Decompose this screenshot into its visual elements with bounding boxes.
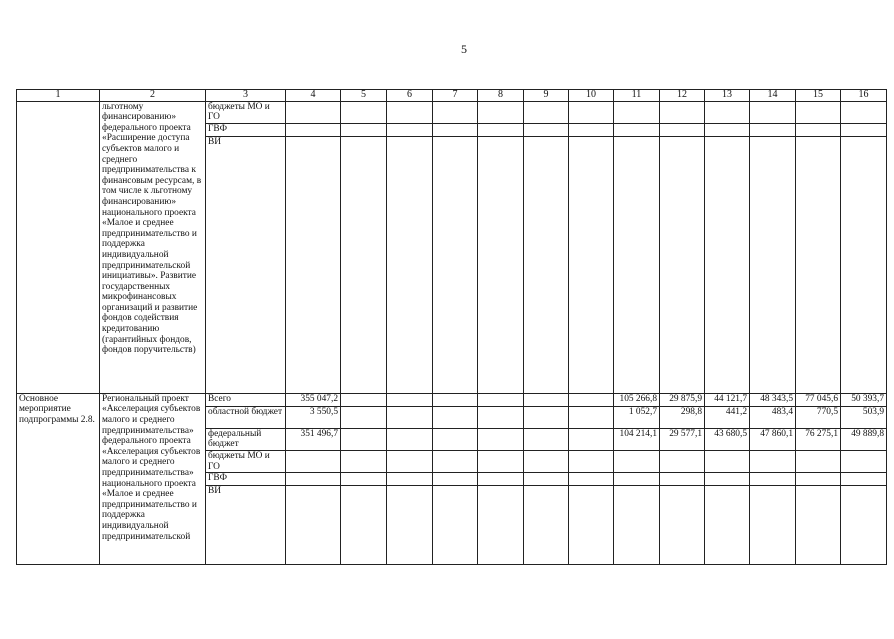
value-cell xyxy=(387,406,433,428)
value-cell xyxy=(569,486,614,565)
value-cell xyxy=(750,136,796,393)
value-cell xyxy=(705,473,750,486)
column-header: 7 xyxy=(433,90,478,102)
value-cell xyxy=(614,101,660,123)
funding-source-cell: ВИ xyxy=(206,486,286,565)
value-cell: 77 045,6 xyxy=(796,393,841,406)
column-header: 1 xyxy=(17,90,100,102)
value-cell: 298,8 xyxy=(660,406,705,428)
value-cell: 3 550,5 xyxy=(286,406,341,428)
value-cell xyxy=(387,428,433,450)
value-cell xyxy=(750,473,796,486)
value-cell xyxy=(705,450,750,472)
value-cell xyxy=(341,123,387,136)
funding-source-cell: бюджеты МО и ГО xyxy=(206,450,286,472)
value-cell xyxy=(750,101,796,123)
value-cell: 503,9 xyxy=(841,406,887,428)
value-cell xyxy=(524,393,569,406)
funding-source-cell: ВИ xyxy=(206,136,286,393)
value-cell xyxy=(705,123,750,136)
value-cell xyxy=(341,450,387,472)
value-cell xyxy=(569,101,614,123)
event-cell: Основное мероприятие подпрограммы 2.8. xyxy=(17,393,100,564)
value-cell: 29 875,9 xyxy=(660,393,705,406)
value-cell xyxy=(524,486,569,565)
column-header: 5 xyxy=(341,90,387,102)
value-cell xyxy=(387,101,433,123)
column-header: 6 xyxy=(387,90,433,102)
column-header: 14 xyxy=(750,90,796,102)
value-cell xyxy=(841,473,887,486)
value-cell xyxy=(433,473,478,486)
value-cell xyxy=(569,473,614,486)
funding-source-cell: бюджеты МО и ГО xyxy=(206,101,286,123)
value-cell xyxy=(750,450,796,472)
column-header: 12 xyxy=(660,90,705,102)
column-header: 16 xyxy=(841,90,887,102)
value-cell xyxy=(705,101,750,123)
value-cell xyxy=(841,123,887,136)
value-cell xyxy=(841,136,887,393)
value-cell xyxy=(341,473,387,486)
value-cell xyxy=(614,473,660,486)
value-cell xyxy=(841,486,887,565)
value-cell xyxy=(433,450,478,472)
project-cell: льготному финансированию» федерального проекта «Расширение доступа субъектов малого и среднего предпринимательства к финансовым ресурсам, в том числе к льготному финансированию» национального проекта «Малое и среднее предпринимательство и поддержка индивидуальной предпринимательской инициативы». Развитие государственных микрофинансовых организаций и развитие фондов содействия кредитованию (гарантийных фондов, фондов поручительств) xyxy=(100,101,206,393)
value-cell xyxy=(524,428,569,450)
funding-source-cell: федеральный бюджет xyxy=(206,428,286,450)
value-cell xyxy=(569,428,614,450)
value-cell xyxy=(614,486,660,565)
value-cell xyxy=(387,393,433,406)
value-cell xyxy=(569,450,614,472)
value-cell xyxy=(387,473,433,486)
value-cell xyxy=(478,123,524,136)
column-header: 4 xyxy=(286,90,341,102)
value-cell: 104 214,1 xyxy=(614,428,660,450)
value-cell xyxy=(569,123,614,136)
value-cell xyxy=(387,136,433,393)
value-cell xyxy=(433,406,478,428)
value-cell xyxy=(796,101,841,123)
value-cell xyxy=(433,136,478,393)
value-cell: 1 052,7 xyxy=(614,406,660,428)
table-row xyxy=(17,101,887,123)
value-cell xyxy=(387,486,433,565)
column-header: 3 xyxy=(206,90,286,102)
value-cell xyxy=(569,136,614,393)
value-cell xyxy=(705,136,750,393)
column-header: 15 xyxy=(796,90,841,102)
value-cell xyxy=(524,136,569,393)
value-cell xyxy=(341,101,387,123)
value-cell xyxy=(796,486,841,565)
value-cell xyxy=(796,123,841,136)
value-cell xyxy=(286,473,341,486)
funding-source-cell: ГВФ xyxy=(206,473,286,486)
value-cell: 76 275,1 xyxy=(796,428,841,450)
value-cell xyxy=(614,136,660,393)
value-cell xyxy=(286,136,341,393)
value-cell xyxy=(433,428,478,450)
column-header: 9 xyxy=(524,90,569,102)
value-cell xyxy=(433,393,478,406)
value-cell xyxy=(433,486,478,565)
column-header: 8 xyxy=(478,90,524,102)
page-number: 5 xyxy=(461,42,467,56)
value-cell xyxy=(341,428,387,450)
value-cell xyxy=(660,473,705,486)
value-cell xyxy=(750,486,796,565)
value-cell xyxy=(478,486,524,565)
funding-source-cell: ГВФ xyxy=(206,123,286,136)
value-cell xyxy=(841,101,887,123)
value-cell xyxy=(478,473,524,486)
column-header: 2 xyxy=(100,90,206,102)
value-cell xyxy=(841,450,887,472)
value-cell xyxy=(478,136,524,393)
value-cell xyxy=(341,486,387,565)
table-row xyxy=(17,393,887,406)
value-cell xyxy=(478,393,524,406)
value-cell xyxy=(660,101,705,123)
value-cell: 49 889,8 xyxy=(841,428,887,450)
value-cell: 351 496,7 xyxy=(286,428,341,450)
value-cell xyxy=(660,450,705,472)
value-cell xyxy=(341,136,387,393)
value-cell xyxy=(524,123,569,136)
value-cell xyxy=(569,393,614,406)
value-cell xyxy=(341,393,387,406)
value-cell: 29 577,1 xyxy=(660,428,705,450)
value-cell xyxy=(660,486,705,565)
value-cell xyxy=(796,136,841,393)
event-cell xyxy=(17,101,100,393)
value-cell: 44 121,7 xyxy=(705,393,750,406)
value-cell xyxy=(660,136,705,393)
header-row xyxy=(17,90,887,102)
value-cell xyxy=(478,450,524,472)
value-cell xyxy=(286,101,341,123)
column-header: 11 xyxy=(614,90,660,102)
project-cell: Региональный проект «Акселерация субъектов малого и среднего предпринимательства» федерального проекта «Акселерация субъектов малого и среднего предпринимательства» национального проекта «Малое и среднее предпринимательство и поддержка индивидуальной предпринимательской xyxy=(100,393,206,564)
funding-source-cell: Всего xyxy=(206,393,286,406)
value-cell xyxy=(614,450,660,472)
value-cell xyxy=(660,123,705,136)
value-cell xyxy=(387,450,433,472)
funding-source-cell: областной бюджет xyxy=(206,406,286,428)
value-cell xyxy=(524,450,569,472)
value-cell xyxy=(614,123,660,136)
value-cell xyxy=(478,428,524,450)
value-cell xyxy=(796,450,841,472)
column-header: 10 xyxy=(569,90,614,102)
column-header: 13 xyxy=(705,90,750,102)
value-cell xyxy=(433,123,478,136)
value-cell xyxy=(705,486,750,565)
value-cell xyxy=(387,123,433,136)
value-cell xyxy=(286,123,341,136)
value-cell: 770,5 xyxy=(796,406,841,428)
value-cell xyxy=(286,450,341,472)
value-cell xyxy=(524,473,569,486)
value-cell: 47 860,1 xyxy=(750,428,796,450)
value-cell xyxy=(433,101,478,123)
value-cell xyxy=(478,406,524,428)
value-cell: 50 393,7 xyxy=(841,393,887,406)
value-cell: 48 343,5 xyxy=(750,393,796,406)
value-cell xyxy=(796,473,841,486)
value-cell: 441,2 xyxy=(705,406,750,428)
value-cell xyxy=(750,123,796,136)
value-cell xyxy=(341,406,387,428)
value-cell xyxy=(569,406,614,428)
budget-table xyxy=(16,89,887,565)
value-cell: 483,4 xyxy=(750,406,796,428)
value-cell xyxy=(286,486,341,565)
value-cell xyxy=(478,101,524,123)
value-cell xyxy=(524,101,569,123)
value-cell: 105 266,8 xyxy=(614,393,660,406)
value-cell: 43 680,5 xyxy=(705,428,750,450)
value-cell xyxy=(524,406,569,428)
value-cell: 355 047,2 xyxy=(286,393,341,406)
